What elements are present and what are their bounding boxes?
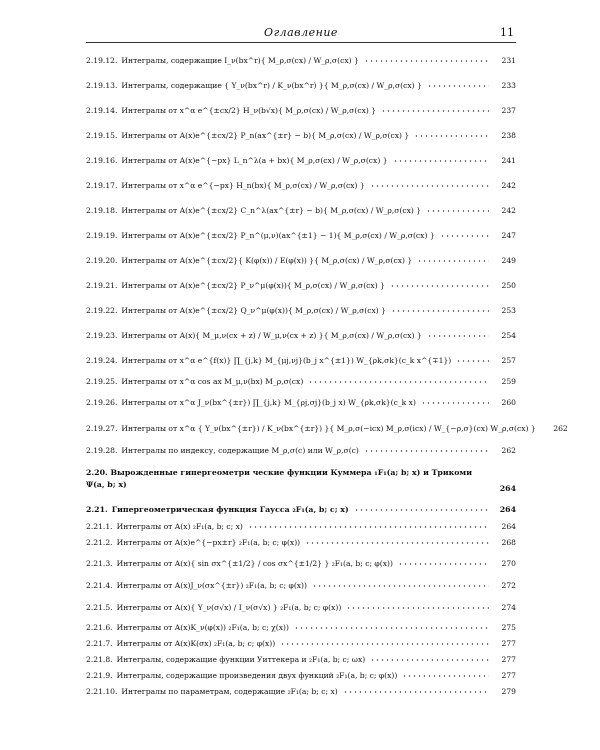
- leader-dots: [427, 85, 489, 87]
- entry-page: 233: [501, 80, 516, 90]
- toc-entry[interactable]: [86, 652, 516, 668]
- leader-dots: [402, 675, 489, 677]
- entry-number: 2.19.18.: [86, 205, 118, 215]
- running-header: [86, 26, 516, 43]
- entry-title: Интегралы от x^α e^{−px} H_n(bx){ M_ρ,σ(cx) / W_ρ,σ(cx) }: [121, 180, 365, 190]
- leader-dots: [381, 110, 489, 112]
- leader-dots: [354, 509, 489, 511]
- entry-number: 2.19.12.: [86, 55, 118, 65]
- entry-page: 231: [501, 55, 516, 65]
- entry-page: 259: [501, 377, 516, 387]
- entry-title: Интегралы от x^α e^{f(x)} ∏_{j,k} M_{μj,νj}(b_j x^{±1}) W_{ρk,σk}(c_k x^{∓1}): [121, 355, 452, 365]
- section-number: 2.20.: [86, 468, 108, 477]
- entry-number: 2.19.26.: [86, 398, 118, 408]
- entry-number: 2.19.22.: [86, 305, 118, 315]
- leader-dots: [305, 542, 489, 544]
- toc-entry[interactable]: [86, 223, 516, 248]
- entry-title: Интегралы по параметрам, содержащие ₂F₁(a; b; c; x): [121, 687, 338, 697]
- entry-page: 253: [501, 305, 516, 315]
- toc-entry[interactable]: [86, 148, 516, 173]
- entry-title: Интегралы от A(x)K_ν(φ(x)) ₂F₁(a, b; c; χ(x)): [116, 623, 289, 633]
- leader-dots: [426, 210, 489, 212]
- toc-entry[interactable]: [86, 519, 516, 535]
- entry-number: 2.21.4.: [86, 580, 113, 590]
- entry-title: Интегралы от A(x)e^{−px±r} ₂F₁(a, b; c; φ(x)): [116, 538, 301, 548]
- entry-title: Интегралы от A(x){ sin σx^{±1/2} / cos σx^{±1/2} } ₂F₁(a, b; c; φ(x)): [116, 558, 393, 568]
- toc-entry[interactable]: [86, 273, 516, 298]
- header-title: Оглавление: [264, 26, 338, 39]
- toc-entry[interactable]: [86, 123, 516, 148]
- entry-page: 260: [501, 398, 516, 408]
- entry-number: 2.21.7.: [86, 639, 113, 649]
- entry-number: 2.21.9.: [86, 671, 113, 681]
- leader-dots: [417, 260, 489, 262]
- entry-number: 2.21.10.: [86, 687, 118, 697]
- toc-entry[interactable]: [86, 48, 516, 73]
- entry-title: Интегралы от A(x)e^{−px} L_n^λ(a + bx){ M_ρ,σ(cx) / W_ρ,σ(cx) }: [121, 155, 388, 165]
- toc-entry[interactable]: [86, 576, 516, 595]
- entry-page: 257: [501, 355, 516, 365]
- entry-title: Интегралы от A(x)e^{±cx/2} P_n^(μ,ν)(ax^{±1} − 1){ M_ρ,σ(cx) / W_ρ,σ(cx) }: [121, 230, 435, 240]
- entry-number: 2.21.3.: [86, 558, 113, 568]
- entry-page: 241: [501, 155, 516, 165]
- toc-entry[interactable]: [86, 348, 516, 373]
- leader-dots: [308, 381, 489, 383]
- entry-title: Интегралы, содержащие функции Уиттекера и ₂F₁(a, b; c; ωx): [116, 655, 366, 665]
- entry-title: Интегралы, содержащие { Y_ν(bx^r) / K_ν(bx^r) }{ M_ρ,σ(cx) / W_ρ,σ(cx) }: [121, 80, 422, 90]
- entry-number: 2.19.21.: [86, 280, 118, 290]
- entry-number: 2.19.27.: [86, 424, 118, 434]
- entry-page: 268: [501, 538, 516, 548]
- toc-entry[interactable]: [86, 535, 516, 551]
- entry-page: 254: [501, 330, 516, 340]
- leader-dots: [248, 526, 489, 528]
- section-page: 264: [499, 483, 516, 493]
- leader-dots: [390, 285, 489, 287]
- entry-page: 247: [501, 230, 516, 240]
- entry-title: Интегралы от A(x)e^{±cx/2} C_n^λ(ax^{±r} − b){ M_ρ,σ(cx) / W_ρ,σ(cx) }: [121, 205, 422, 215]
- leader-dots: [370, 185, 489, 187]
- entry-page: 277: [501, 655, 516, 665]
- toc-section[interactable]: [86, 501, 516, 519]
- entry-title: Интегралы от A(x)J_ν(σx^{±r}) ₂F₁(a, b; c; φ(x)): [116, 580, 307, 590]
- entry-title: Интегралы от A(x)K(σx) ₂F₁(a, b; c; φ(x)): [116, 639, 276, 649]
- leader-dots: [312, 585, 489, 587]
- entry-title: Интегралы от x^α { Y_ν(bx^{±r}) / K_ν(bx^{±r}) }{ M_ρ,σ(−icx) M_ρ,σ(icx) / W_{−ρ,σ}(cx) W_ρ,σ(cx) }: [121, 424, 536, 434]
- entry-title: Интегралы от x^α cos ax M_μ,ν(bx) M_ρ,σ(cx): [121, 377, 304, 387]
- toc-entry[interactable]: [86, 98, 516, 123]
- leader-dots: [393, 160, 489, 162]
- entry-page: 238: [501, 130, 516, 140]
- toc-section[interactable]: [86, 467, 516, 497]
- section-page: 264: [499, 505, 516, 515]
- toc-entry[interactable]: [86, 198, 516, 223]
- section-heading: [86, 467, 516, 491]
- toc-entry[interactable]: [86, 551, 516, 576]
- toc-entry[interactable]: [86, 415, 568, 443]
- leader-dots: [398, 563, 489, 565]
- entry-page: 270: [501, 558, 516, 568]
- entry-title: Интегралы от A(x)e^{±cx/2} Q_ν^μ(φ(x)){ M_ρ,σ(cx) / W_ρ,σ(cx) }: [121, 305, 387, 315]
- leader-dots: [280, 643, 489, 645]
- entry-page: 237: [501, 105, 516, 115]
- entry-number: 2.21.5.: [86, 602, 113, 612]
- entry-title: Интегралы от A(x)e^{±cx/2} P_ν^μ(φ(x)){ M_ρ,σ(cx) / W_ρ,σ(cx) }: [121, 280, 385, 290]
- entry-page: 250: [501, 280, 516, 290]
- entry-number: 2.21.8.: [86, 655, 113, 665]
- leader-dots: [427, 335, 489, 337]
- leader-dots: [414, 135, 489, 137]
- entry-page: 277: [501, 671, 516, 681]
- entry-page: 264: [501, 522, 516, 532]
- table-of-contents: [86, 48, 568, 700]
- toc-entry[interactable]: [86, 391, 516, 415]
- entry-page: 242: [501, 205, 516, 215]
- toc-entry[interactable]: [86, 248, 516, 273]
- leader-dots: [391, 310, 489, 312]
- entry-page: 272: [501, 580, 516, 590]
- entry-number: 2.19.13.: [86, 80, 118, 90]
- toc-entry[interactable]: [86, 595, 516, 620]
- leader-dots: [440, 235, 489, 237]
- entry-title: Интегралы от A(x)e^{±cx/2} P_n(ax^{±r} − b){ M_ρ,σ(cx) / W_ρ,σ(cx) }: [121, 130, 410, 140]
- entry-title: Интегралы от A(x) ₂F₁(a, b; c; x): [116, 522, 243, 532]
- entry-title: Интегралы, содержащие I_ν(bx^r){ M_ρ,σ(cx) / W_ρ,σ(cx) }: [121, 55, 359, 65]
- header-page-number: 11: [500, 26, 514, 39]
- entry-title: Интегралы от x^α J_ν(bx^{±r}) ∏_{j,k} M_{ρj,σj}(b_j x) W_{ρk,σk}(c_k x): [121, 398, 416, 408]
- entry-number: 2.19.17.: [86, 180, 118, 190]
- entry-number: 2.19.25.: [86, 377, 118, 387]
- entry-title: Интегралы от A(x){ Y_ν(σ√x) / I_ν(σ√x) } ₂F₁(a, b; c; φ(x)): [116, 602, 342, 612]
- entry-number: 2.19.24.: [86, 355, 118, 365]
- toc-entry[interactable]: [86, 73, 516, 98]
- leader-dots: [294, 627, 489, 629]
- entry-number: 2.19.20.: [86, 255, 118, 265]
- entry-page: 279: [501, 687, 516, 697]
- toc-entry[interactable]: [86, 298, 516, 323]
- entry-number: 2.19.15.: [86, 130, 118, 140]
- entry-number: 2.21.2.: [86, 538, 113, 548]
- leader-dots: [364, 60, 489, 62]
- entry-page: 249: [501, 255, 516, 265]
- entry-page: 274: [501, 602, 516, 612]
- toc-entry[interactable]: [86, 636, 516, 652]
- entry-page: 277: [501, 639, 516, 649]
- entry-title: Интегралы по индексу, содержащие M_ρ,σ(c) или W_ρ,σ(c): [121, 446, 359, 456]
- leader-dots: [346, 607, 489, 609]
- toc-entry[interactable]: [86, 668, 516, 684]
- toc-entry[interactable]: [86, 620, 516, 636]
- entry-page: 275: [501, 623, 516, 633]
- leader-dots: [343, 691, 489, 693]
- entry-title: Интегралы от A(x)e^{±cx/2}{ K(φ(x)) / E(φ(x)) }{ M_ρ,σ(cx) / W_ρ,σ(cx) }: [121, 255, 413, 265]
- toc-entry[interactable]: [86, 173, 516, 198]
- entry-number: 2.19.19.: [86, 230, 118, 240]
- entry-number: 2.19.14.: [86, 105, 118, 115]
- section-title: Вырожденные гипергеометри ческие функции Куммера ₁F₁(a; b; x) и Трикоми Ψ(a, b; x): [86, 468, 472, 490]
- toc-entry[interactable]: [86, 323, 516, 348]
- toc-entry[interactable]: [86, 443, 516, 459]
- entry-number: 2.19.16.: [86, 155, 118, 165]
- leader-dots: [421, 402, 489, 404]
- entry-page: 262: [501, 446, 516, 456]
- entry-title: Интегралы, содержащие произведения двух функций ₂F₁(a, b; c; φ(x)): [116, 671, 398, 681]
- entry-title: Интегралы от A(x){ M_μ,ν(cx + z) / W_μ,ν(cx + z) }{ M_ρ,σ(cx) / W_ρ,σ(cx) }: [121, 330, 422, 340]
- entry-number: 2.19.23.: [86, 330, 118, 340]
- leader-dots: [364, 450, 489, 452]
- section-title: Гипергеометрическая функция Гаусса ₂F₁(a, b; c; x): [111, 505, 349, 515]
- entry-number: 2.19.28.: [86, 446, 118, 456]
- leader-dots: [370, 659, 489, 661]
- toc-entry[interactable]: [86, 373, 516, 391]
- entry-page: 262: [553, 424, 568, 434]
- leader-dots: [456, 360, 489, 362]
- entry-number: 2.21.6.: [86, 623, 113, 633]
- toc-entry[interactable]: [86, 684, 516, 700]
- entry-title: Интегралы от x^α e^{±cx/2} H_ν(b√x){ M_ρ,σ(cx) / W_ρ,σ(cx) }: [121, 105, 377, 115]
- entry-page: 242: [501, 180, 516, 190]
- entry-number: 2.21.1.: [86, 522, 113, 532]
- section-number: 2.21.: [86, 505, 108, 515]
